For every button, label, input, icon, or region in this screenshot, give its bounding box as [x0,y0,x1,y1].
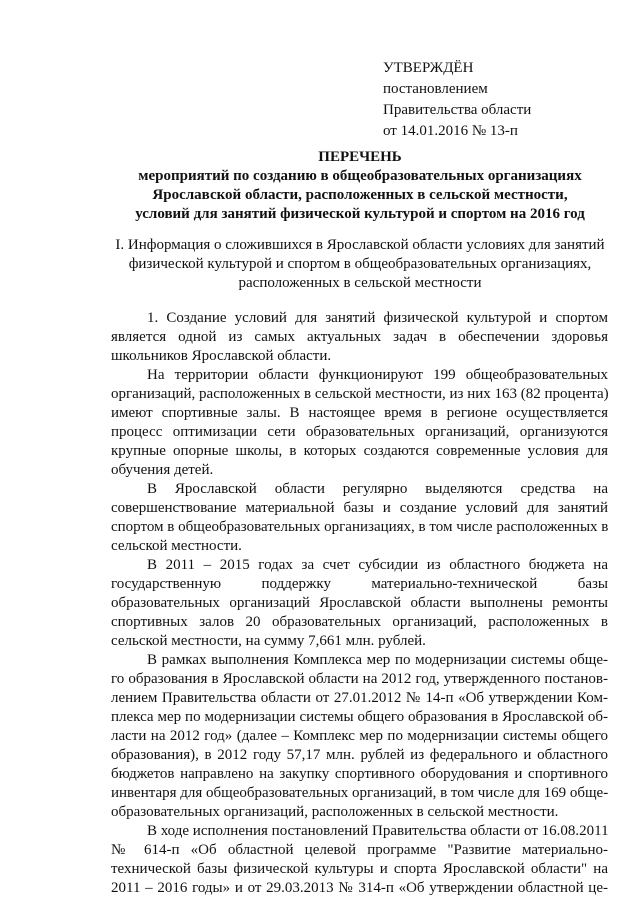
title-line: мероприятий по созданию в общеобразовательных организациях [138,168,582,184]
approval-line: Правительства области [383,102,532,118]
paragraph-line: обучения детей. [111,462,214,478]
paragraph-line: го образования в Ярославской области на 2012 год, утвержденного постанов- [111,671,608,687]
paragraph-line: В рамках выполнения Комплекса мер по модернизации системы обще- [147,652,608,668]
paragraph-line: технической базы физической культуры и спорта Ярославской области" на [111,861,608,877]
paragraph-line: спортом в общеобразовательных организациях, в том числе расположенных в [111,519,609,535]
paragraph-line: плекса мер по модернизации системы общего образования в Ярославской об- [111,709,608,725]
paragraph-line: В ходе исполнения постановлений Правительства области от 16.08.2011 [147,823,609,839]
paragraph-line: процесс оптимизации сети образовательных организаций, организуются [111,424,608,440]
approval-line: УТВЕРЖДЁН [383,60,474,76]
paragraph-line: образовательных организаций Ярославской области выполнены ремонты [111,595,608,611]
paragraph-line: государственную поддержку материально-технической базы [111,576,608,592]
paragraph-line: № 614-п «Об областной целевой программе "Развитие материально- [111,842,608,858]
approval-stamp [383,58,531,142]
paragraph-line: ласти на 2012 год» (далее – Комплекс мер по модернизации системы общего [111,728,608,744]
paragraph [111,309,608,366]
paragraph [111,366,608,480]
paragraph [111,556,608,651]
title-line: Ярославской области, расположенных в сельской местности, [152,187,568,203]
paragraph-line: совершенствование материальной базы и создание условий для занятий [111,500,608,516]
document-title [60,148,640,224]
section-heading [60,236,640,293]
body-text [111,309,608,898]
paragraph-line: школьников Ярославской области. [111,348,332,364]
paragraph [111,651,608,822]
paragraph [111,822,608,898]
paragraph-line: 2011 – 2016 годы» и от 29.03.2013 № 314-п «Об утверждении областной це- [111,880,608,896]
title-line: ПЕРЕЧЕНЬ [318,149,402,165]
paragraph-line: бюджетов направлено на закупку спортивного оборудования и спортивного [111,766,608,782]
paragraph-line: сельской местности, на сумму 7,661 млн. рублей. [111,633,426,649]
approval-line: постановлением [383,81,488,97]
paragraph-line: лением Правительства области от 27.01.2012 № 14-п «Об утверждении Ком- [111,690,608,706]
paragraph-line: 1. Создание условий для занятий физической культурой и спортом [147,310,608,326]
section-heading-line: расположенных в сельской местности [238,275,482,291]
paragraph-line: инвентаря для общеобразовательных организаций, в том числе для 169 обще- [111,785,609,801]
paragraph-line: На территории области функционируют 199 общеобразовательных [147,367,608,383]
paragraph-line: имеют спортивные залы. В настоящее время в регионе осуществляется [111,405,608,421]
title-line: условий для занятий физической культурой и спортом на 2016 год [135,206,585,222]
approval-line: от 14.01.2016 № 13-п [383,123,518,139]
paragraph-line: сельской местности. [111,538,242,554]
section-heading-line: физической культурой и спортом в общеобразовательных организациях, [128,256,592,272]
paragraph [111,480,608,556]
paragraph-line: образовательных организаций, расположенных в сельской местности. [111,804,559,820]
paragraph-line: является одной из самых актуальных задач в обеспечении здоровья [111,329,608,345]
paragraph-line: В Ярославской области регулярно выделяются средства на [147,481,608,497]
paragraph-line: образования), в 2012 году 57,17 млн. рублей из федерального и областного [111,747,608,763]
paragraph-line: организаций, расположенных в сельской местности, из них 163 (82 процента) [111,386,609,402]
paragraph-line: В 2011 – 2015 годах за счет субсидии из областного бюджета на [147,557,608,573]
paragraph-line: крупные опорные школы, в которых создаются современные условия для [111,443,608,459]
paragraph-line: спортивных залов 20 образовательных организаций, расположенных в [111,614,608,630]
section-heading-line: I. Информация о сложившихся в Ярославской области условиях для занятий [115,237,605,253]
